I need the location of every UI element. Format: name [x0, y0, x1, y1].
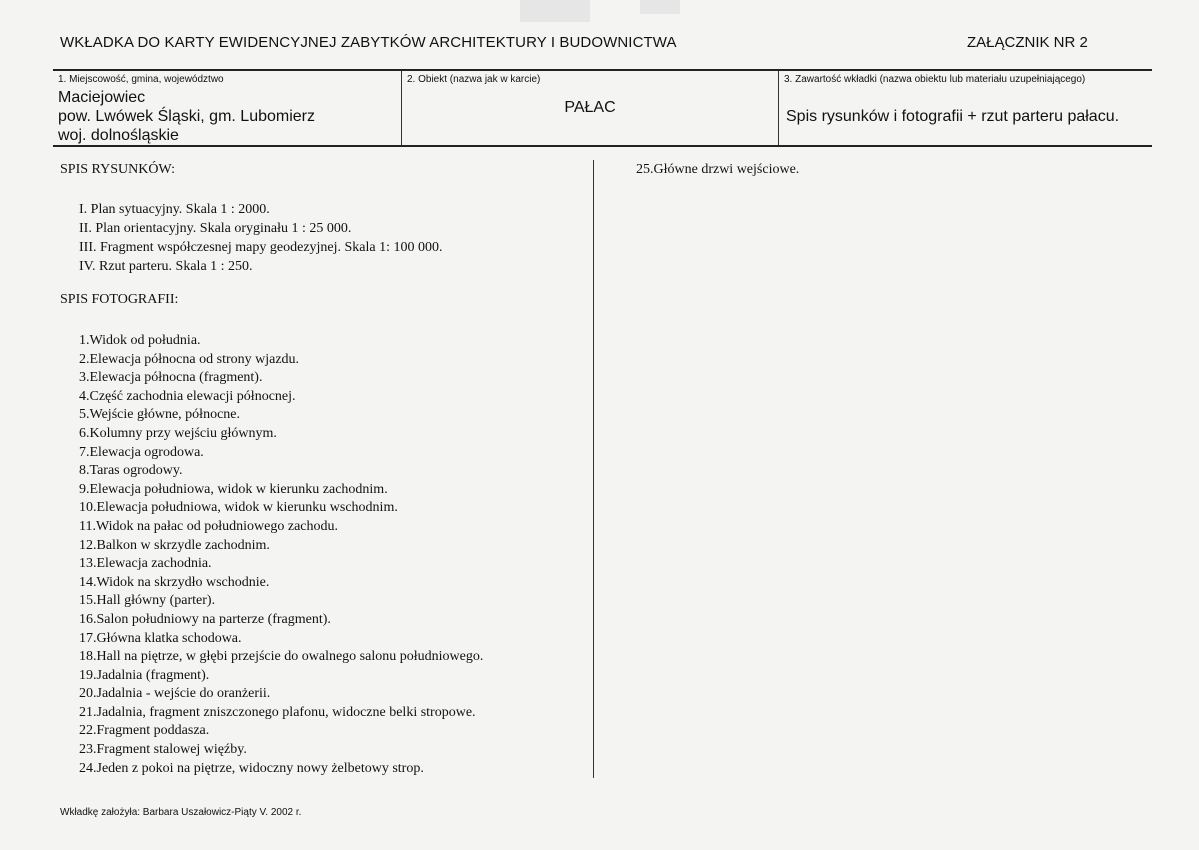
list-item: III. Fragment współczesnej mapy geodezyjnej. Skala 1: 100 000.: [79, 240, 443, 255]
drawings-heading: SPIS RYSUNKÓW:: [60, 162, 176, 177]
list-item: 17.Główna klatka schodowa.: [79, 630, 242, 646]
content-value: Spis rysunków i fotografii + rzut parteru pałacu.: [786, 108, 1120, 125]
info-table: [53, 69, 1152, 147]
list-item: 19.Jadalnia (fragment).: [79, 667, 210, 683]
list-item: 23.Fragment stalowej więźby.: [79, 742, 247, 758]
list-item: IV. Rzut parteru. Skala 1 : 250.: [79, 259, 253, 274]
list-item: 21.Jadalnia, fragment zniszczonego plafonu, widoczne belki stropowe.: [79, 704, 476, 720]
list-item: 4.Część zachodnia elewacji północnej.: [79, 388, 296, 404]
right-column: [636, 162, 799, 178]
location-label: 1. Miejscowość, gmina, województwo: [58, 74, 224, 85]
list-item: 22.Fragment poddasza.: [79, 723, 210, 739]
list-item: 24.Jeden z pokoi na piętrze, widoczny nowy żelbetowy strop.: [79, 760, 424, 776]
list-item: 25.Główne drzwi wejściowe.: [636, 162, 800, 177]
list-item: 8.Taras ogrodowy.: [79, 463, 183, 479]
list-item: 9.Elewacja południowa, widok w kierunku zachodnim.: [79, 481, 388, 497]
list-item: 14.Widok na skrzydło wschodnie.: [79, 574, 270, 590]
location-line: woj. dolnośląskie: [58, 127, 179, 144]
list-item: 20.Jadalnia - wejście do oranżerii.: [79, 686, 271, 702]
location-line: Maciejowiec: [58, 89, 146, 106]
list-item: 12.Balkon w skrzydle zachodnim.: [79, 537, 270, 553]
object-cell: [402, 71, 779, 145]
photos-list: [79, 332, 483, 778]
list-item: 16.Salon południowy na parterze (fragment).: [79, 611, 331, 627]
list-item: 1.Widok od południa.: [79, 333, 201, 348]
list-item: 2.Elewacja północna od strony wjazdu.: [79, 351, 300, 367]
list-item: 10.Elewacja południowa, widok w kierunku wschodnim.: [79, 500, 398, 516]
list-item: I. Plan sytuacyjny. Skala 1 : 2000.: [79, 202, 270, 217]
list-item: 6.Kolumny przy wejściu głównym.: [79, 425, 277, 441]
list-item: 3.Elewacja północna (fragment).: [79, 370, 263, 386]
form-title: WKŁADKA DO KARTY EWIDENCYJNEJ ZABYTKÓW ARCHITEKTURY I BUDOWNICTWA: [60, 34, 677, 51]
location-line: pow. Lwówek Śląski, gm. Lubomierz: [58, 108, 315, 125]
list-item: 15.Hall główny (parter).: [79, 593, 216, 609]
scan-artifact: [640, 0, 680, 14]
scan-artifact: [520, 0, 590, 22]
object-label: 2. Obiekt (nazwa jak w karcie): [407, 74, 541, 85]
list-item: 11.Widok na pałac od południowego zachodu.: [79, 518, 339, 534]
drawings-list: [79, 200, 443, 276]
location-cell: [53, 71, 402, 145]
content-label: 3. Zawartość wkładki (nazwa obiektu lub materiału uzupełniającego): [784, 74, 1086, 85]
column-divider: [593, 160, 594, 778]
list-item: 18.Hall na piętrze, w głębi przejście do owalnego salonu południowego.: [79, 649, 484, 665]
content-cell: [779, 71, 1152, 145]
photos-heading: SPIS FOTOGRAFII:: [60, 292, 179, 307]
location-value: [58, 88, 315, 145]
attachment-number: ZAŁĄCZNIK NR 2: [967, 34, 1088, 51]
list-item: 13.Elewacja zachodnia.: [79, 556, 212, 572]
list-item: II. Plan orientacyjny. Skala oryginału 1 : 25 000.: [79, 221, 352, 236]
list-item: 7.Elewacja ogrodowa.: [79, 444, 204, 460]
footer-author: Wkładkę założyła: Barbara Uszałowicz-Piąty V. 2002 r.: [60, 807, 302, 818]
object-value: PAŁAC: [564, 99, 616, 116]
list-item: 5.Wejście główne, północne.: [79, 407, 240, 423]
